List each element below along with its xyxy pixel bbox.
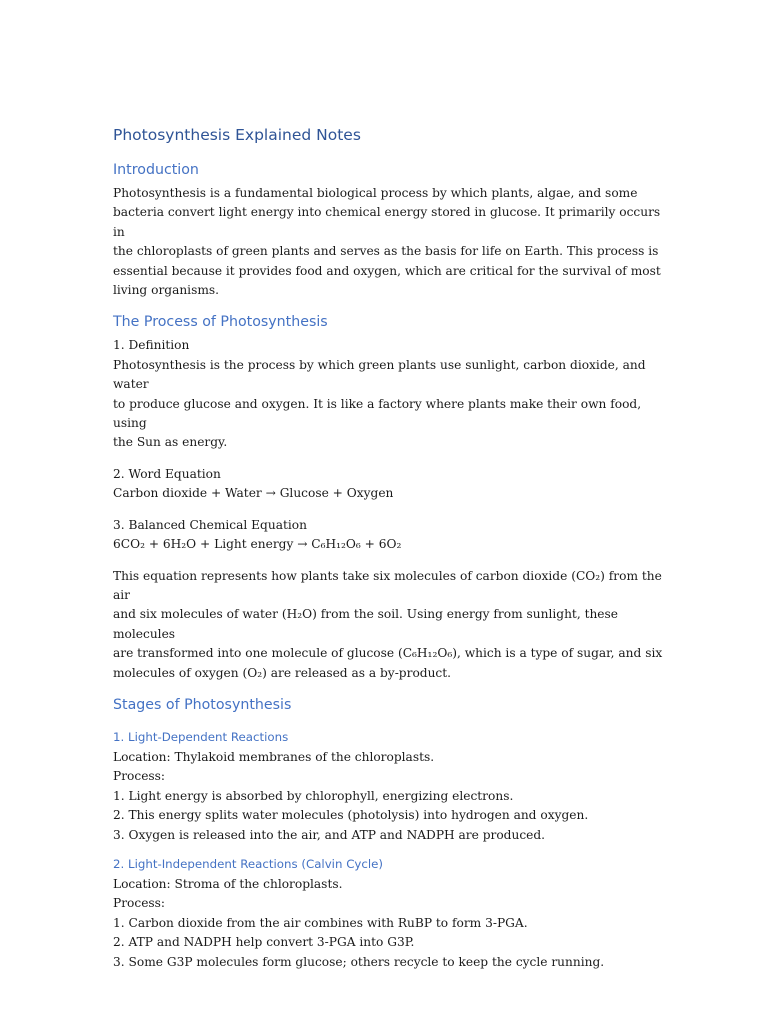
document-title: Photosynthesis Explained Notes <box>113 126 361 144</box>
light-independent-location: Location: Stroma of the chloroplasts. <box>113 876 343 891</box>
paragraph-line: are transformed into one molecule of glucose (C₆H₁₂O₆), which is a type of sugar, and six <box>113 646 663 661</box>
paragraph-line: This equation represents how plants take six molecules of carbon dioxide (CO₂) from the air <box>113 568 662 602</box>
word-equation-text: Carbon dioxide + Water → Glucose + Oxygen <box>113 486 394 501</box>
light-independent-process-label: Process: <box>113 896 166 911</box>
introduction-paragraph <box>113 184 663 300</box>
definition-paragraph <box>113 356 663 453</box>
list-item: 3. Oxygen is released into the air, and ATP and NADPH are produced. <box>113 827 546 842</box>
heading-process: The Process of Photosynthesis <box>113 314 328 331</box>
balanced-equation-text: 6CO₂ + 6H₂O + Light energy → C₆H₁₂O₆ + 6O₂ <box>113 537 402 552</box>
paragraph-line: the Sun as energy. <box>113 435 228 450</box>
paragraph-line: the chloroplasts of green plants and serves as the basis for life on Earth. This process is <box>113 244 659 259</box>
heading-light-independent: 2. Light-Independent Reactions (Calvin Cycle) <box>113 856 384 871</box>
document-page <box>113 124 663 972</box>
paragraph-line: bacteria convert light energy into chemical energy stored in glucose. It primarily occurs in <box>113 205 661 239</box>
paragraph-line: essential because it provides food and oxygen, which are critical for the survival of most <box>113 263 661 278</box>
list-item: 2. ATP and NADPH help convert 3-PGA into G3P. <box>113 935 415 950</box>
paragraph-line: and six molecules of water (H₂O) from the soil. Using energy from sunlight, these molecules <box>113 607 618 641</box>
definition-label: 1. Definition <box>113 338 190 353</box>
paragraph-line: to produce glucose and oxygen. It is like a factory where plants make their own food, using <box>113 396 642 431</box>
word-equation-label: 2. Word Equation <box>113 466 221 481</box>
light-dependent-process-label: Process: <box>113 769 166 784</box>
balanced-equation-label: 3. Balanced Chemical Equation <box>113 517 307 532</box>
heading-light-dependent: 1. Light-Dependent Reactions <box>113 729 289 744</box>
paragraph-line: living organisms. <box>113 283 220 298</box>
paragraph-line: Photosynthesis is the process by which green plants use sunlight, carbon dioxide, and water <box>113 357 646 392</box>
paragraph-line: Photosynthesis is a fundamental biological process by which plants, algae, and some <box>113 186 638 200</box>
heading-introduction: Introduction <box>113 162 199 178</box>
light-dependent-location: Location: Thylakoid membranes of the chloroplasts. <box>113 749 435 764</box>
list-item: 1. Light energy is absorbed by chlorophyll, energizing electrons. <box>113 788 514 803</box>
list-item: 1. Carbon dioxide from the air combines with RuBP to form 3-PGA. <box>113 915 528 930</box>
heading-stages: Stages of Photosynthesis <box>113 696 292 713</box>
list-item: 3. Some G3P molecules form glucose; others recycle to keep the cycle running. <box>113 954 605 969</box>
paragraph-line: molecules of oxygen (O₂) are released as a by-product. <box>113 665 452 680</box>
list-item: 2. This energy splits water molecules (photolysis) into hydrogen and oxygen. <box>113 808 589 823</box>
equation-explanation-paragraph <box>113 567 663 683</box>
